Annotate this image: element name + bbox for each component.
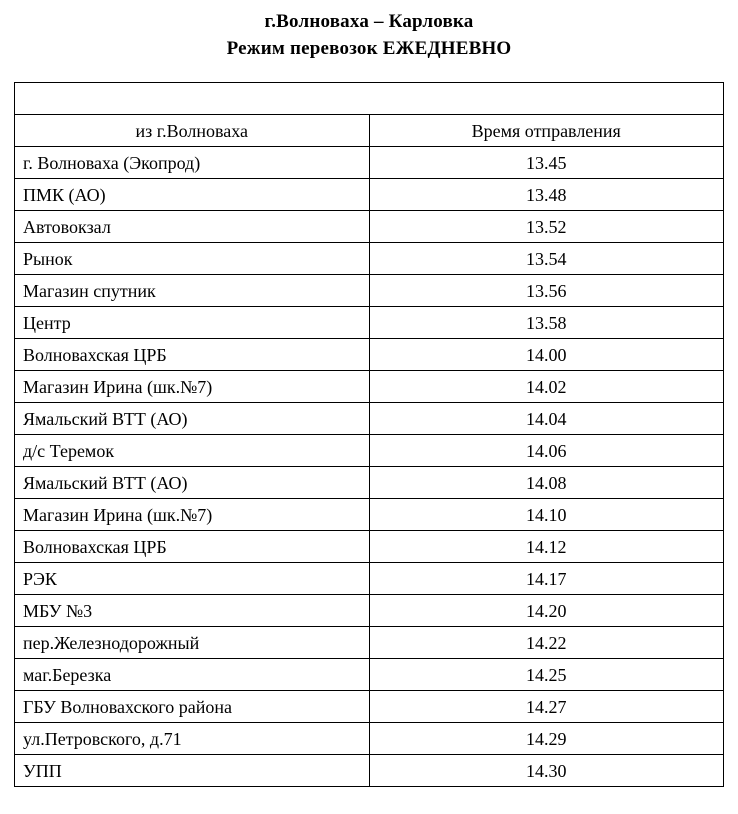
cell-stop: маг.Березка bbox=[15, 659, 370, 691]
cell-time: 14.17 bbox=[369, 563, 724, 595]
cell-time: 14.02 bbox=[369, 371, 724, 403]
cell-time: 14.20 bbox=[369, 595, 724, 627]
cell-stop: Автовокзал bbox=[15, 211, 370, 243]
table-row bbox=[15, 339, 724, 371]
cell-stop: МБУ №3 bbox=[15, 595, 370, 627]
cell-time: 13.54 bbox=[369, 243, 724, 275]
table-row bbox=[15, 435, 724, 467]
table-row bbox=[15, 723, 724, 755]
cell-stop: Волновахская ЦРБ bbox=[15, 531, 370, 563]
cell-stop: пер.Железнодорожный bbox=[15, 627, 370, 659]
table-row bbox=[15, 627, 724, 659]
table-row bbox=[15, 243, 724, 275]
table-header-row bbox=[15, 115, 724, 147]
cell-time: 14.27 bbox=[369, 691, 724, 723]
cell-stop: Магазин Ирина (шк.№7) bbox=[15, 499, 370, 531]
table-row bbox=[15, 307, 724, 339]
cell-stop: ПМК (АО) bbox=[15, 179, 370, 211]
cell-stop: Магазин Ирина (шк.№7) bbox=[15, 371, 370, 403]
cell-stop: Ямальский ВТТ (АО) bbox=[15, 467, 370, 499]
cell-time: 14.04 bbox=[369, 403, 724, 435]
table-row bbox=[15, 595, 724, 627]
column-header-stop: из г.Волноваха bbox=[15, 115, 370, 147]
table-row bbox=[15, 467, 724, 499]
table-row bbox=[15, 179, 724, 211]
cell-stop: г. Волноваха (Экопрод) bbox=[15, 147, 370, 179]
cell-time: 14.12 bbox=[369, 531, 724, 563]
cell-stop: ул.Петровского, д.71 bbox=[15, 723, 370, 755]
table-row bbox=[15, 531, 724, 563]
cell-time: 13.56 bbox=[369, 275, 724, 307]
cell-stop: Центр bbox=[15, 307, 370, 339]
column-header-time: Время отправления bbox=[369, 115, 724, 147]
cell-time: 14.10 bbox=[369, 499, 724, 531]
table-row bbox=[15, 275, 724, 307]
cell-stop: УПП bbox=[15, 755, 370, 787]
document-title bbox=[0, 0, 738, 62]
table-row bbox=[15, 371, 724, 403]
cell-time: 13.45 bbox=[369, 147, 724, 179]
title-route: г.Волноваха – Карловка bbox=[264, 11, 474, 32]
schedule-table bbox=[14, 82, 724, 787]
table-spacer-cell bbox=[15, 83, 724, 115]
table-row bbox=[15, 755, 724, 787]
cell-stop: РЭК bbox=[15, 563, 370, 595]
cell-time: 14.30 bbox=[369, 755, 724, 787]
table-row bbox=[15, 403, 724, 435]
cell-stop: д/с Теремок bbox=[15, 435, 370, 467]
table-row bbox=[15, 563, 724, 595]
table-row bbox=[15, 659, 724, 691]
cell-stop: Волновахская ЦРБ bbox=[15, 339, 370, 371]
cell-time: 14.06 bbox=[369, 435, 724, 467]
table-row bbox=[15, 211, 724, 243]
cell-time: 14.08 bbox=[369, 467, 724, 499]
cell-stop: Магазин спутник bbox=[15, 275, 370, 307]
table-row bbox=[15, 691, 724, 723]
cell-stop: Ямальский ВТТ (АО) bbox=[15, 403, 370, 435]
schedule-table-body bbox=[15, 83, 724, 787]
cell-time: 14.00 bbox=[369, 339, 724, 371]
title-schedule-mode: Режим перевозок ЕЖЕДНЕВНО bbox=[226, 38, 512, 59]
table-spacer-row bbox=[15, 83, 724, 115]
cell-time: 13.52 bbox=[369, 211, 724, 243]
cell-time: 13.58 bbox=[369, 307, 724, 339]
cell-time: 14.29 bbox=[369, 723, 724, 755]
cell-time: 14.25 bbox=[369, 659, 724, 691]
table-row bbox=[15, 147, 724, 179]
cell-time: 13.48 bbox=[369, 179, 724, 211]
schedule-table-wrapper bbox=[14, 82, 724, 787]
cell-stop: ГБУ Волновахского района bbox=[15, 691, 370, 723]
cell-stop: Рынок bbox=[15, 243, 370, 275]
cell-time: 14.22 bbox=[369, 627, 724, 659]
table-row bbox=[15, 499, 724, 531]
